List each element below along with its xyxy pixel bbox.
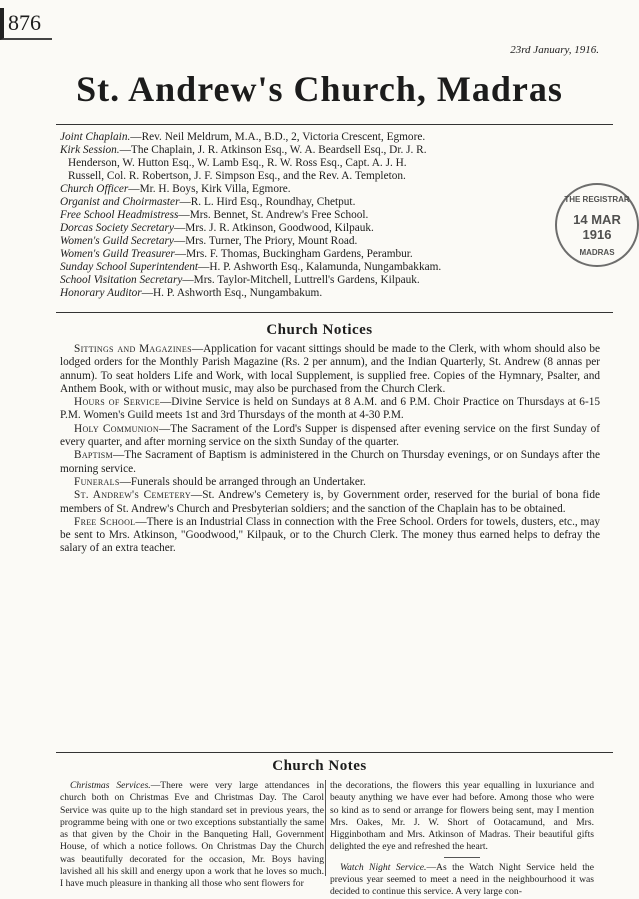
notes-column-left: [60, 780, 324, 891]
notice-item: [60, 516, 600, 556]
notices-rule: [56, 752, 613, 753]
officer-row: [60, 287, 600, 300]
officer-details: —Mrs. Bennet, St. Andrew's Free School.: [178, 209, 369, 221]
notices-body: [60, 343, 600, 556]
officer-row: [60, 222, 600, 235]
notice-text: —Funerals should be arranged through an Undertaker.: [119, 475, 366, 488]
notice-item: [60, 489, 600, 516]
notice-text: —Application for vacant sittings should be made to the Clerk, with whom should also be lodged orders for the Monthly Parish Magazine (Rs. 2 per annum), and the Indian Quarterly, St. Andrew (8 annas per annum). To seat holders Life and Work, with local Supplement, is supplied free. Copies of the Hymnary, Psalter, and Anthem Book, with or without music, may also be purchased from the Church Clerk.: [60, 343, 601, 395]
officer-details: —Rev. Neil Meldrum, M.A., B.D., 2, Victoria Crescent, Egmore.: [130, 131, 426, 143]
notices-heading: Church Notices: [266, 322, 373, 338]
officer-role: Free School Headmistress: [60, 209, 179, 221]
notice-item: [60, 449, 600, 476]
notice-item: [60, 423, 600, 450]
officer-role: Joint Chaplain.: [60, 131, 131, 143]
note-separator: [444, 857, 480, 858]
officer-details: Russell, Col. R. Robertson, J. F. Simpson Esq., and the Rev. A. Templeton.: [68, 170, 406, 182]
officer-role: Organist and Choirmaster: [60, 196, 180, 208]
page-title: St. Andrew's Church, Madras: [76, 69, 563, 109]
officer-row: [60, 183, 600, 196]
officer-role: Women's Guild Treasurer: [60, 248, 175, 260]
officer-details: —H. P. Ashworth Esq., Nungambakum.: [141, 287, 323, 299]
note-text: the decorations, the flowers this year equalling in luxuriance and beauty anything we have ever had before. Among those who were so kind as to send or arrange for flowers being sent, may I mention Mrs. Oakes, Mr. J. W. Short of Ootacamund, and Mrs. Higginbotham and Mrs. Atkinson of Madras. Their beautiful gifts delighted the eye and refreshed the heart.: [330, 780, 594, 853]
notice-label: Hours of Service: [74, 396, 160, 409]
notice-item: [60, 476, 600, 489]
officer-row: [60, 196, 600, 209]
notice-item: [60, 343, 600, 396]
notice-label: Holy Communion: [74, 422, 159, 435]
officer-details: —Mrs. F. Thomas, Buckingham Gardens, Perambur.: [174, 248, 413, 260]
note-paragraph: [330, 862, 594, 899]
officer-role: Women's Guild Secretary: [60, 235, 174, 247]
officer-row: [60, 170, 600, 183]
note-text: —As the Watch Night Service held the previous year seemed to meet a need in the neighbourhood it was decided to continue this service. A very large con-: [330, 861, 594, 898]
officers-rule: [56, 312, 613, 313]
officer-role: Kirk Session.: [60, 144, 120, 156]
page-number: 876: [0, 8, 52, 40]
notice-label: Free School: [74, 515, 136, 528]
officer-details: —H. P. Ashworth Esq., Kalamunda, Nungambakkam.: [198, 261, 442, 273]
stamp-line-3: MADRAS: [579, 248, 615, 257]
header-rule: [56, 124, 613, 125]
officer-details: —R. L. Hird Esq., Roundhay, Chetput.: [179, 196, 356, 208]
notice-label: Baptism: [74, 449, 113, 462]
note-label: Watch Night Service.: [340, 861, 427, 873]
officer-details: —Mrs. J. R. Atkinson, Goodwood, Kilpauk.: [173, 222, 374, 234]
notice-item: [60, 396, 600, 423]
notes-heading: Church Notes: [272, 758, 367, 774]
note-label: Christmas Services.: [70, 780, 151, 791]
notice-text: —The Sacrament of Baptism is administered in the Church on Thursday evenings, or on Sundays after the morning service.: [60, 449, 600, 475]
officer-row: [60, 274, 600, 287]
notice-label: Funerals: [74, 475, 120, 488]
officer-role: School Visitation Secretary: [60, 274, 183, 286]
officer-role: Honorary Auditor: [60, 287, 142, 299]
note-text: —There were very large attendances in church both on Christmas Eve and Christmas Day. The Carol Service was quite up to the high standard set in previous years, the programme being with one or two exceptions substantially the same as that given by the Choir in the Banqueting Hall, Government House, of which a notice follows. On Christmas Day the Church was beautifully decorated for the occasion, Mr. Boys having lavished all his skill and energy upon a work that he loves so much. I have much pleasure in thanking all those who sent flowers for: [60, 780, 324, 890]
officer-details: —Mrs. Turner, The Priory, Mount Road.: [173, 235, 358, 247]
notice-text: —The Sacrament of the Lord's Supper is dispensed after evening service on the first Sunday of every quarter, and after morning service on the sixth Sunday of the quarter.: [60, 422, 600, 449]
issue-date: 23rd January, 1916.: [510, 44, 599, 56]
officer-details: —Mrs. Taylor-Mitchell, Luttrell's Gardens, Kilpauk.: [182, 274, 420, 286]
column-divider: [325, 780, 326, 876]
officer-row: [60, 261, 600, 274]
officer-role: Dorcas Society Secretary: [60, 222, 174, 234]
registrar-stamp: [555, 183, 639, 267]
officer-role: Church Officer: [60, 183, 129, 195]
notice-text: —There is an Industrial Class in connection with the Free School. Orders for towels, dusters, etc., may be sent to Mrs. Atkinson, "Goodwood," Kilpauk, or to the Church Clerk. The money thus earned helps to defray the salary of an extra teacher.: [60, 515, 600, 555]
notes-column-right: [330, 780, 594, 899]
officer-details: Henderson, W. Hutton Esq., W. Lamb Esq., R. W. Ross Esq., Capt. A. J. H.: [68, 157, 407, 169]
officer-details: —The Chaplain, J. R. Atkinson Esq., W. A. Beardsell Esq., Dr. J. R.: [119, 144, 427, 156]
notice-label: Sittings and Magazines: [74, 343, 192, 355]
note-paragraph: [60, 780, 324, 891]
officers-list: [60, 131, 600, 300]
note-paragraph: [330, 780, 594, 854]
officer-role: Sunday School Superintendent: [60, 261, 199, 273]
officer-row: [60, 157, 600, 170]
officer-row: [60, 209, 600, 222]
officer-row: [60, 248, 600, 261]
officer-row: [60, 131, 600, 144]
stamp-line-1: THE REGISTRAR: [564, 195, 630, 204]
notice-label: St. Andrew's Cemetery: [74, 489, 191, 502]
officer-row: [60, 235, 600, 248]
officer-details: —Mr. H. Boys, Kirk Villa, Egmore.: [128, 183, 291, 195]
notice-text: —St. Andrew's Cemetery is, by Government order, reserved for the burial of bona fide members of St. Andrew's Church and Presbyterian soldiers; and the sanction of the Chaplain has to be obtained.: [60, 489, 600, 515]
notice-text: —Divine Service is held on Sundays at 8 A.M. and 6 P.M. Choir Practice on Thursdays at 6-15 P.M. Women's Guild meets 1st and 3rd Thursdays of the month at 4-30 P.M.: [60, 396, 600, 422]
officer-row: [60, 144, 600, 157]
stamp-date: 14 MAR 1916: [573, 212, 621, 242]
